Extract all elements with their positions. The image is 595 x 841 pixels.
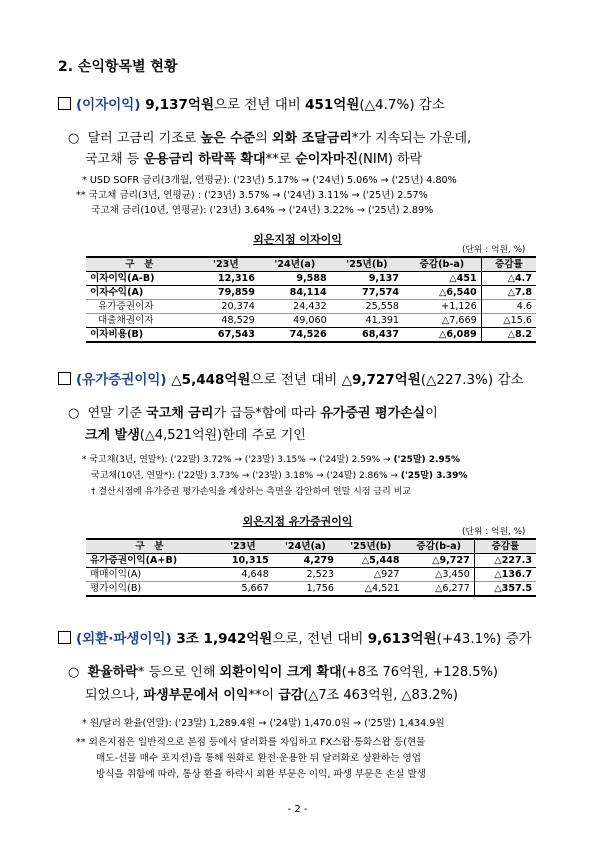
interest-income-table (86, 256, 536, 343)
fx-note3: 매도-선물 매수 포지션)을 통해 원화로 환전·운용한 뒤 달러화로 상환하는 영업 (96, 753, 421, 764)
bullet-circle-icon: ○ (68, 665, 80, 680)
fx-bullet-line1: ○ 환율하락* 등으로 인해 외환이익이 크게 확대(+8조 76억원, +128.5%) (68, 665, 498, 680)
bullet-circle-icon: ○ (68, 131, 80, 146)
interest-note1: * USD SOFR 금리(3개월, 연평균): ('23년) 5.17% → ('24년) 5.06% → ('25년) 4.80% (82, 175, 457, 186)
fx-bullet-line2: 되었으나, 파생부문에서 이익**이 급감(△7조 463억원, △83.2%) (85, 688, 458, 703)
table-row: 유가증권이자 20,374 24,432 25,558 +1,126 4.6 (86, 300, 536, 314)
table-row: 유가증권이익(A+B) 10,315 4,279 △5,448 △9,727 △227.3 (86, 554, 536, 568)
table-row: 이자이익(A-B) 12,316 9,588 9,137 △451 △4.7 (86, 272, 536, 286)
securities-note2: 국고채(10년, 연말*): ('22말) 3.73% → ('23말) 3.18% → ('24말) 2.86% → ('25말) 3.39% (91, 471, 468, 481)
bullet-circle-icon: ○ (68, 406, 80, 421)
fx-derivatives-heading: (외환·파생이익) 3조 1,942억원으로, 전년 대비 9,613억원(+43.1%) 증가 (58, 627, 532, 647)
section-title: 2. 손익항목별 현황 (58, 59, 178, 75)
fx-note1: * 원/달러 환율(연말): ('23말) 1,289.4원 → ('24말) 1,470.0원 → ('25말) 1,434.9원 (82, 718, 445, 729)
interest-bullet-line1: ○ 달러 고금리 기조로 높은 수준의 외화 조달금리*가 지속되는 가운데, (68, 131, 472, 146)
fx-note4: 방식을 취함에 따라, 통상 환율 하락시 외환 부문은 이익, 파생 부문은 손실 발생 (96, 769, 426, 780)
interest-note3: 국고채 금리(10년, 연평균): ('23년) 3.64% → ('24년) 3.22% → ('25년) 2.89% (91, 205, 434, 216)
securities-bullet-line1: ○ 연말 기준 국고채 금리가 급등*함에 따라 유가증권 평가손실이 (68, 406, 438, 421)
securities-table-unit: (단위 : 억원, %) (462, 527, 526, 537)
interest-note2: ** 국고채 금리(3년, 연평균) : ('23년) 3.57% → ('24년) 3.11% → ('25년) 2.57% (76, 190, 428, 201)
checkbox-square-icon (58, 97, 71, 110)
table-row: 이자수익(A) 79,859 84,114 77,574 △6,540 △7.8 (86, 286, 536, 300)
checkbox-square-icon (58, 631, 71, 644)
table-row: 평가이익(B) 5,667 1,756 △4,521 △6,277 △357.5 (86, 582, 536, 597)
table-header-row: 구 분 '23년 '24년(a) '25년(b) 증감(b-a) 증감률 (86, 257, 536, 272)
table-row: 대출채권이자 48,529 49,060 41,391 △7,669 △15.6 (86, 314, 536, 328)
securities-table-title: 외은지점 유가증권이익 (242, 515, 353, 528)
securities-income-heading: (유가증권이익) △5,448억원으로 전년 대비 △9,727억원(△227.3%) 감소 (58, 368, 524, 388)
securities-note1: * 국고채(3년, 연말*): ('22말) 3.72% → ('23말) 3.15% → ('24말) 2.59% → ('25말) 2.95% (82, 455, 461, 465)
table-row: 매매이익(A) 4,648 2,523 △927 △3,450 △136.7 (86, 568, 536, 582)
interest-table-unit: (단위 : 억원, %) (462, 245, 526, 255)
table-row: 이자비용(B) 67,543 74,526 68,437 △6,089 △8.2 (86, 328, 536, 343)
table-header-row: 구 분 '23년 '24년(a) '25년(b) 증감(b-a) 증감률 (86, 539, 536, 554)
interest-bullet-line2: 국고채 등 운용금리 하락폭 확대**로 순이자마진(NIM) 하락 (85, 152, 423, 167)
page-number: - 2 - (287, 804, 308, 815)
securities-bullet-line2: 크게 발생(△4,521억원)한데 주로 기인 (85, 428, 306, 443)
securities-note3: † 결산시점에 유가증권 평가손익을 계상하는 측면을 감안하여 연말 시점 금리 비교 (91, 487, 412, 497)
fx-note2: ** 외은지점은 일반적으로 본점 등에서 달러화를 차입하고 FX스왑·통화스왑 등(현물 (76, 737, 426, 748)
checkbox-square-icon (58, 372, 71, 385)
interest-table-title: 외은지점 이자이익 (253, 233, 342, 246)
securities-income-table (86, 538, 536, 597)
interest-income-heading: (이자이익) 9,137억원으로 전년 대비 451억원(△4.7%) 감소 (58, 93, 445, 113)
